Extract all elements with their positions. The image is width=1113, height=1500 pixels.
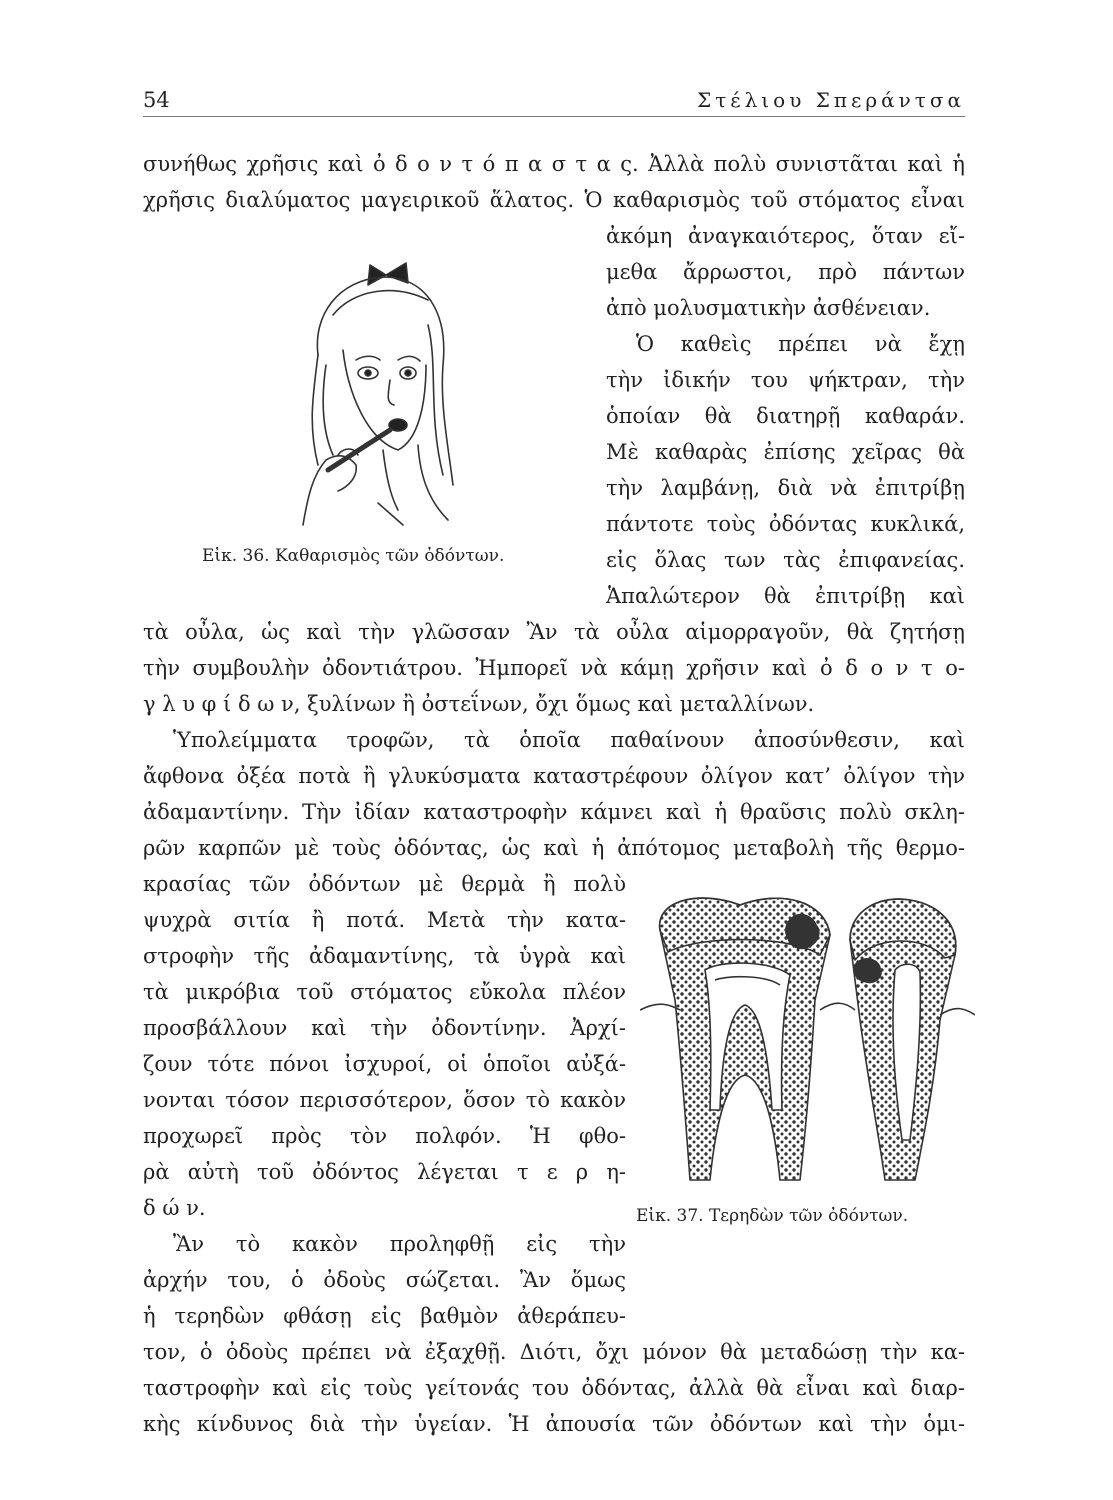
text-line: ἀπὸ μολυσματικὴν ἀσθένειαν.	[606, 296, 931, 320]
text-line: τον, ὁ ὀδοὺς πρέπει νὰ ἐξαχθῇ. Διότι, ὄχι μόνον θὰ μεταδώσῃ τὴν κα-	[143, 1340, 965, 1364]
text-line: τὴν συμβουλὴν ὀδοντιάτρου. Ἠμπορεῖ νὰ κάμῃ χρῆσιν καὶ ὀ δ ο ν τ ο-	[143, 656, 965, 680]
text-line: τὰ μικρόβια τοῦ στόματος εὔκολα πλέον	[143, 980, 626, 1004]
running-head: Στέλιου Σπεράντσα	[697, 88, 965, 112]
text-line: Ἂν τὸ κακὸν προληφθῇ εἰς τὴν	[173, 1232, 626, 1256]
text-line: Ἁπαλώτερον θὰ ἐπιτρίβῃ καὶ	[606, 584, 965, 608]
text-line: ζουν τότε πόνοι ἰσχυροί, οἱ ὁποῖοι αὐξά-	[143, 1052, 626, 1076]
text-line: ρῶν καρπῶν μὲ τοὺς ὀδόντας, ὡς καὶ ἡ ἀπότομος μεταβολὴ τῆς θερμο-	[143, 836, 965, 860]
girl-brushing-teeth-illustration	[278, 255, 458, 535]
text-line: εἰς ὅλας των τὰς ἐπιφανείας.	[606, 548, 965, 572]
text-line: Ὁ καθεὶς πρέπει νὰ ἔχῃ	[636, 332, 965, 356]
text-line: κρασίας τῶν ὀδόντων μὲ θερμὰ ἢ πολὺ	[143, 872, 626, 896]
text-line: νονται τόσον περισσότερον, ὅσον τὸ κακὸν	[143, 1088, 626, 1112]
text-line: Μὲ καθαρὰς ἐπίσης χεῖρας θὰ	[606, 440, 965, 464]
text-line: ἡ τερηδὼν φθάσῃ εἰς βαθμὸν ἀθεράπευ-	[143, 1304, 626, 1328]
text-line: ρὰ αὐτὴ τοῦ ὀδόντος λέγεται τ ε ρ η-	[143, 1160, 626, 1184]
text-line: κὴς κίνδυνος διὰ τὴν ὑγείαν. Ἡ ἀπουσία τῶν ὀδόντων καὶ τὴν ὁμι-	[143, 1412, 965, 1436]
text-line: τὰ οὖλα, ὡς καὶ τὴν γλῶσσαν Ἂν τὰ οὖλα αἱμορραγοῦν, θὰ ζητήσῃ	[143, 620, 965, 644]
text-line: προχωρεῖ πρὸς τὸν πολφόν. Ἡ φθο-	[143, 1124, 626, 1148]
figure-37-caption: Εἰκ. 37. Τερηδὼν τῶν ὀδόντων.	[636, 1206, 909, 1226]
text-line: συνήθως χρῆσις καὶ ὀ δ ο ν τ ό π α σ τ α ς. Ἀλλὰ πολὺ συνιστᾶται καὶ ἡ	[143, 152, 965, 176]
text-line: χρῆσις διαλύματος μαγειρικοῦ ἅλατος. Ὁ καθαρισμὸς τοῦ στόματος εἶναι	[143, 188, 965, 212]
tooth-decay-illustration	[640, 880, 975, 1185]
text-line: Ὑπολείμματα τροφῶν, τὰ ὁποῖα παθαίνουν ἀποσύνθεσιν, καὶ	[173, 728, 965, 752]
text-line: στροφὴν τῆς ἀδαμαντίνης, τὰ ὑγρὰ καὶ	[143, 944, 626, 968]
text-line: ἀρχήν του, ὁ ὀδοὺς σώζεται. Ἂν ὅμως	[143, 1268, 626, 1292]
text-line: μεθα ἄρρωστοι, πρὸ πάντων	[606, 260, 965, 284]
text-line: προσβάλλουν καὶ τὴν ὀδοντίνην. Ἀρχί-	[143, 1016, 626, 1040]
text-line: ψυχρὰ σιτία ἢ ποτά. Μετὰ τὴν κατα-	[143, 908, 626, 932]
text-line: ἀδαμαντίνην. Τὴν ἰδίαν καταστροφὴν κάμνει καὶ ἡ θραῦσις πολὺ σκλη-	[143, 800, 965, 824]
text-line: τὴν ἰδικήν του ψήκτραν, τὴν	[606, 368, 965, 392]
text-line: ἄφθονα ὀξέα ποτὰ ἢ γλυκύσματα καταστρέφουν ὀλίγον κατ’ ὀλίγον τὴν	[143, 764, 965, 788]
header-rule	[143, 116, 965, 117]
text-line: ἀκόμη ἀναγκαιότερος, ὅταν εἴ-	[606, 224, 965, 248]
text-line: τὴν λαμβάνῃ, διὰ νὰ ἐπιτρίβῃ	[606, 476, 965, 500]
text-line: γ λ υ φ ί δ ω ν, ξυλίνων ἢ ὀστεΐνων, ὄχι ὅμως καὶ μεταλλίνων.	[143, 692, 815, 716]
figure-36-caption: Εἰκ. 36. Καθαρισμὸς τῶν ὀδόντων.	[202, 546, 505, 566]
text-line: δ ώ ν.	[143, 1196, 206, 1220]
text-line: ταστροφὴν καὶ εἰς τοὺς γείτονάς του ὀδόντας, ἀλλὰ θὰ εἶναι καὶ διαρ-	[143, 1376, 965, 1400]
text-line: πάντοτε τοὺς ὀδόντας κυκλικά,	[606, 512, 965, 536]
text-line: ὁποίαν θὰ διατηρῇ καθαράν.	[606, 404, 965, 428]
page-number: 54	[143, 88, 170, 112]
